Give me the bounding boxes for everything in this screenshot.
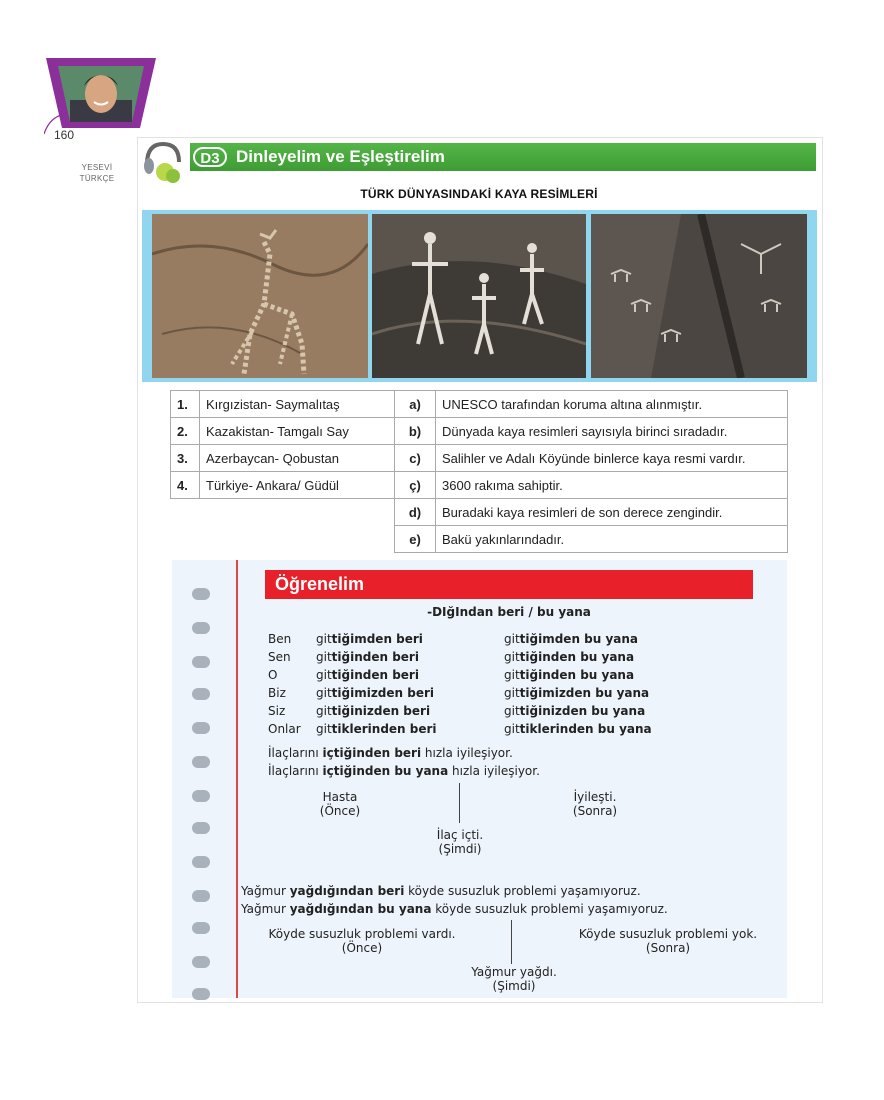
row-letter: c) <box>395 445 436 472</box>
row-text: Kırgızistan- Saymalıtaş <box>200 391 395 418</box>
row-letter: b) <box>395 418 436 445</box>
conjugation-row <box>268 648 652 666</box>
notebook-ring <box>192 956 210 968</box>
notebook-ring <box>192 822 210 834</box>
example2-sentences <box>241 882 668 918</box>
section-subtitle: TÜRK DÜNYASINDAKİ KAYA RESİMLERİ <box>360 187 598 201</box>
verb-stem: git <box>316 704 332 718</box>
table-row <box>171 445 395 472</box>
timeline-divider <box>459 783 460 823</box>
notebook-ring <box>192 688 210 700</box>
suffix-bu-yana: tiğimizden bu yana <box>519 686 650 700</box>
sentence-bold: yağdığından bu yana <box>289 902 432 916</box>
verb-stem: git <box>504 686 520 700</box>
sentence-bold: içtiğinden bu yana <box>322 764 449 778</box>
sentence-part: hızla iyileşiyor. <box>448 764 540 778</box>
suffix-bu-yana: tiğimden bu yana <box>519 632 639 646</box>
suffix-bu-yana: tiğinden bu yana <box>519 668 635 682</box>
suffix-beri: tiklerinden beri <box>331 722 437 736</box>
timeline-after <box>555 790 635 818</box>
verb-stem: git <box>504 668 520 682</box>
table-row <box>395 445 788 472</box>
table-row <box>171 418 395 445</box>
row-number: 2. <box>171 418 200 445</box>
timeline-label: İlaç içti. <box>436 828 484 842</box>
conjugation-row <box>268 702 652 720</box>
conjugation-table <box>268 630 652 738</box>
notebook-ring <box>192 890 210 902</box>
timeline-label: Yağmur yağdı. <box>471 965 557 979</box>
learn-title: Öğrenelim <box>265 570 753 599</box>
example-sentence <box>268 762 540 780</box>
pronoun: Ben <box>268 632 292 646</box>
table-row <box>395 418 788 445</box>
timeline-label: (Sonra) <box>645 941 691 955</box>
table-row <box>171 391 395 418</box>
row-number: 4. <box>171 472 200 499</box>
example1-sentences <box>268 744 540 780</box>
table-row <box>395 472 788 499</box>
row-text: Türkiye- Ankara/ Güdül <box>200 472 395 499</box>
section-badge: D3 <box>193 147 227 167</box>
timeline-label: (Sonra) <box>572 804 618 818</box>
timeline-label: İyileşti. <box>573 790 617 804</box>
row-number: 3. <box>171 445 200 472</box>
page-number: 160 <box>54 128 75 142</box>
pronoun: Siz <box>268 704 286 718</box>
pronoun: Biz <box>268 686 286 700</box>
sentence-bold: yağdığından beri <box>289 884 405 898</box>
row-text: Salihler ve Adalı Köyünde binlerce kaya resmi vardır. <box>436 445 788 472</box>
notebook-margin-line <box>236 560 238 998</box>
pronoun: Onlar <box>268 722 301 736</box>
suffix-beri: tiğimden beri <box>331 632 423 646</box>
timeline-now <box>410 828 510 856</box>
sentence-part: İlaçlarını <box>268 746 323 760</box>
notebook-ring <box>192 922 210 934</box>
verb-stem: git <box>316 668 332 682</box>
suffix-beri: tiğinizden beri <box>331 704 431 718</box>
timeline-label: Köyde susuzluk problemi yok. <box>578 927 758 941</box>
headphones-icon <box>141 138 183 184</box>
suffix-bu-yana: tiklerinden bu yana <box>519 722 652 736</box>
sentence-part: Yağmur <box>241 884 290 898</box>
verb-stem: git <box>504 704 520 718</box>
notebook-ring <box>192 622 210 634</box>
row-text: Azerbaycan- Qobustan <box>200 445 395 472</box>
table-row <box>395 526 788 553</box>
timeline-now <box>454 965 574 993</box>
row-letter: a) <box>395 391 436 418</box>
timeline-before <box>262 927 462 955</box>
timeline-label: Köyde susuzluk problemi vardı. <box>268 927 456 941</box>
verb-stem: git <box>316 650 332 664</box>
sentence-part: köyde susuzluk problemi yaşamıyoruz. <box>431 902 668 916</box>
row-text: Kazakistan- Tamgalı Say <box>200 418 395 445</box>
pronoun: O <box>268 668 278 682</box>
verb-stem: git <box>316 722 332 736</box>
rock-art-photo-giraffe <box>152 214 368 378</box>
timeline-label: (Önce) <box>341 941 383 955</box>
author-avatar <box>44 56 158 136</box>
row-text: Bakü yakınlarındadır. <box>436 526 788 553</box>
row-letter: e) <box>395 526 436 553</box>
conjugation-row <box>268 684 652 702</box>
row-text: Buradaki kaya resimleri de son derece zengindir. <box>436 499 788 526</box>
sentence-part: hızla iyileşiyor. <box>421 746 513 760</box>
verb-stem: git <box>504 722 520 736</box>
timeline-label: (Önce) <box>319 804 361 818</box>
conjugation-row <box>268 630 652 648</box>
notebook-ring <box>192 988 210 1000</box>
side-label <box>78 162 116 184</box>
notebook-ring <box>192 588 210 600</box>
verb-stem: git <box>504 650 520 664</box>
example-sentence <box>241 900 668 918</box>
notebook-ring <box>192 656 210 668</box>
conjugation-row <box>268 720 652 738</box>
rock-art-photo-animals <box>591 214 807 378</box>
section-title: Dinleyelim ve Eşleştirelim <box>236 147 445 166</box>
conjugation-row <box>268 666 652 684</box>
verb-stem: git <box>316 686 332 700</box>
sentence-part: İlaçlarını <box>268 764 323 778</box>
table-row <box>395 499 788 526</box>
suffix-beri: tiğimizden beri <box>331 686 435 700</box>
row-text: 3600 rakıma sahiptir. <box>436 472 788 499</box>
timeline-before <box>300 790 380 818</box>
notebook-ring <box>192 756 210 768</box>
matching-table-left <box>170 390 395 499</box>
row-number: 1. <box>171 391 200 418</box>
side-label-line2: TÜRKÇE <box>79 174 115 183</box>
timeline-label: (Şimdi) <box>492 979 536 993</box>
grammar-heading: -DIğIndan beri / bu yana <box>427 605 591 619</box>
sentence-part: Yağmur <box>241 902 290 916</box>
side-label-line1: YESEVİ <box>81 163 113 172</box>
notebook-ring <box>192 856 210 868</box>
table-row <box>171 472 395 499</box>
suffix-bu-yana: tiğinizden bu yana <box>519 704 646 718</box>
sentence-part: köyde susuzluk problemi yaşamıyoruz. <box>404 884 641 898</box>
notebook-ring <box>192 790 210 802</box>
row-letter: ç) <box>395 472 436 499</box>
verb-stem: git <box>316 632 332 646</box>
notebook-ring <box>192 722 210 734</box>
example-sentence <box>241 882 668 900</box>
timeline-divider <box>511 920 512 964</box>
timeline-label: Hasta <box>322 790 358 804</box>
timeline-label: (Şimdi) <box>438 842 482 856</box>
verb-stem: git <box>504 632 520 646</box>
suffix-beri: tiğinden beri <box>331 650 419 664</box>
table-row <box>395 391 788 418</box>
row-text: Dünyada kaya resimleri sayısıyla birinci sıradadır. <box>436 418 788 445</box>
matching-table-right <box>394 390 788 553</box>
sentence-bold: içtiğinden beri <box>322 746 422 760</box>
suffix-bu-yana: tiğinden bu yana <box>519 650 635 664</box>
pronoun: Sen <box>268 650 291 664</box>
suffix-beri: tiğinden beri <box>331 668 419 682</box>
timeline-after <box>570 927 766 955</box>
rock-art-photo-figures <box>372 214 586 378</box>
row-letter: d) <box>395 499 436 526</box>
example-sentence <box>268 744 540 762</box>
row-text: UNESCO tarafından koruma altına alınmıştır. <box>436 391 788 418</box>
